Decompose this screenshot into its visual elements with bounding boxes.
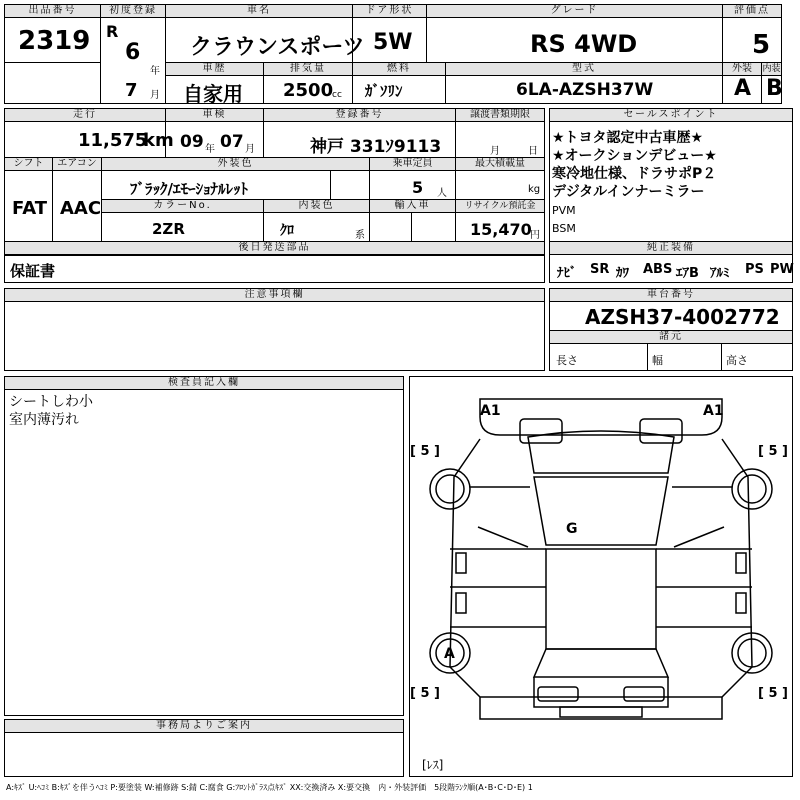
inspection-month: 07: [220, 132, 244, 152]
fuel: ｶﾞｿﾘﾝ: [365, 82, 403, 100]
inspection-label: 車検: [166, 109, 263, 122]
notes-label: 注意事項欄: [5, 289, 544, 302]
fuel-label: 燃料: [353, 63, 445, 76]
color-number: 2ZR: [152, 220, 185, 238]
spare-tire: [ﾚｽ]: [422, 758, 444, 772]
shift-label: シフト: [5, 158, 52, 171]
equipment-navi: ﾅﾋﾞ: [557, 266, 577, 281]
diagram-mark-a1-left: A1: [480, 403, 501, 419]
plate-number: 神戸 331ｿ9113: [310, 137, 442, 157]
color-no-label: カラーNo.: [102, 200, 263, 213]
month-unit: 月: [150, 90, 160, 101]
length-label: 長さ: [556, 354, 578, 367]
interior-color-label: 内装色: [264, 200, 369, 213]
car-name: クラウンスポーツ: [190, 35, 365, 60]
later-parts: 保証書: [10, 262, 56, 280]
shift: FAT: [12, 198, 48, 219]
ac-label: エアコン: [53, 158, 101, 171]
load-label: 最大積載量: [456, 158, 544, 171]
chassis-number: AZSH37-4002772: [585, 305, 780, 329]
equipment-sunroof: SR: [590, 262, 610, 277]
equipment-ps: PS: [745, 262, 764, 277]
mileage: 11,575: [78, 130, 148, 151]
tire-rear-left: [ 5 ]: [410, 686, 440, 701]
transfer-month: 月: [490, 146, 500, 157]
equipment-abs: ABS: [643, 262, 673, 277]
exterior-grade-label: 外装: [723, 63, 761, 76]
grade: RS 4WD: [530, 30, 638, 58]
reg-month: 7: [125, 80, 138, 101]
score: 5: [752, 30, 771, 60]
inspector-note-2: 室内薄汚れ: [9, 412, 79, 428]
first-reg-label: 初度登録: [101, 5, 165, 18]
sales-point-3: 寒冷地仕様、ドラサポP２: [552, 166, 717, 182]
recycle-label: リサイクル預託金: [456, 200, 544, 213]
capacity-label: 乗車定員: [370, 158, 455, 171]
capacity-unit: 人: [437, 188, 447, 199]
model-label: 型式: [446, 63, 722, 76]
score-label: 評価点: [723, 5, 781, 18]
interior-color-unit: 系: [355, 230, 365, 241]
tire-front-left: [ 5 ]: [410, 444, 440, 459]
load-unit: kg: [528, 184, 541, 195]
inspection-year: 09: [180, 132, 204, 152]
history-label: 車歴: [166, 63, 263, 76]
model-code: 6LA-AZSH37W: [516, 80, 654, 100]
inspector-note-1: シートしわ小: [9, 394, 93, 410]
equipment-alloy: ｱﾙﾐ: [710, 266, 730, 281]
doors-label: ドア形状: [353, 5, 426, 18]
diagram-mark-a1-right: A1: [703, 403, 724, 419]
lot-label: 出品番号: [5, 5, 100, 18]
tire-front-right: [ 5 ]: [758, 444, 788, 459]
displacement-label: 排気量: [264, 63, 352, 76]
equipment-pw: PW: [770, 262, 794, 277]
sales-point-4: デジタルインナーミラー: [552, 184, 705, 200]
car-name-label: 車名: [166, 5, 352, 18]
transfer-day: 日: [528, 146, 538, 157]
office-label: 事務局よりご案内: [5, 720, 403, 733]
sales-points-label: セールスポイント: [550, 109, 792, 122]
interior-color: ｸﾛ: [280, 223, 294, 239]
diagram-mark-g: G: [566, 521, 578, 537]
exterior-grade: A: [734, 76, 752, 101]
sales-point-5: PVM: [552, 204, 576, 217]
lot-number: 2319: [18, 26, 91, 56]
yen-unit: 円: [530, 230, 540, 241]
sales-point-1: ★トヨタ認定中古車歴★: [552, 130, 704, 146]
later-parts-label: 後日発送部品: [5, 242, 544, 255]
legend: A:ｷｽﾞ U:ﾍｺﾐ B:ｷｽﾞを伴うﾍｺﾐ P:要塗装 W:補修跡 S:錆 C:腐食 G:ﾌﾛﾝﾄｶﾞﾗｽ点ｷｽﾞ XX:交換済み X:要交換 内・外装評価 5段階ﾗﾝｸ順(A･B･C･D･E) 1: [6, 783, 533, 792]
cc-unit: cc: [332, 90, 342, 100]
color-label: 外装色: [102, 158, 369, 171]
history: 自家用: [183, 82, 243, 106]
reg-year: 6: [125, 40, 141, 65]
transfer-label: 譲渡書類期限: [456, 109, 544, 122]
km-unit: km: [143, 130, 174, 151]
displacement: 2500: [283, 80, 334, 101]
mileage-label: 走行: [5, 109, 165, 122]
plate-label: 登録番号: [264, 109, 455, 122]
interior-grade: B: [766, 76, 783, 101]
interior-grade-label: 内装: [762, 64, 781, 74]
inspector-label: 検査員記入欄: [5, 377, 403, 390]
sales-point-6: BSM: [552, 222, 576, 235]
year-unit: 年: [150, 66, 160, 77]
recycle-fee: 15,470: [470, 220, 532, 239]
import-label: 輸入車: [370, 200, 455, 213]
equipment-leather: ｶﾜ: [616, 266, 629, 281]
sales-point-2: ★オークションデビュー★: [552, 148, 717, 164]
inspection-year-unit: 年: [205, 144, 215, 155]
width-label: 幅: [652, 354, 663, 367]
exterior-color: ﾌﾞﾗｯｸ/ｴﾓｰｼｮﾅﾙﾚｯﾄ: [130, 180, 248, 198]
capacity: 5: [412, 178, 424, 197]
chassis-label: 車台番号: [550, 289, 792, 302]
equipment-label: 純正装備: [550, 242, 792, 255]
equipment-airbag: ｴｱB: [676, 266, 699, 281]
grade-label: グレード: [427, 5, 722, 18]
specs-label: 諸元: [550, 331, 792, 344]
era: R: [106, 22, 119, 41]
height-label: 高さ: [726, 354, 748, 367]
door-type: 5W: [373, 30, 413, 55]
tire-rear-right: [ 5 ]: [758, 686, 788, 701]
diagram-mark-a: A: [444, 646, 455, 662]
inspection-month-unit: 月: [245, 144, 255, 155]
vehicle-diagram: [410, 377, 792, 776]
air-conditioner: AAC: [60, 198, 102, 219]
